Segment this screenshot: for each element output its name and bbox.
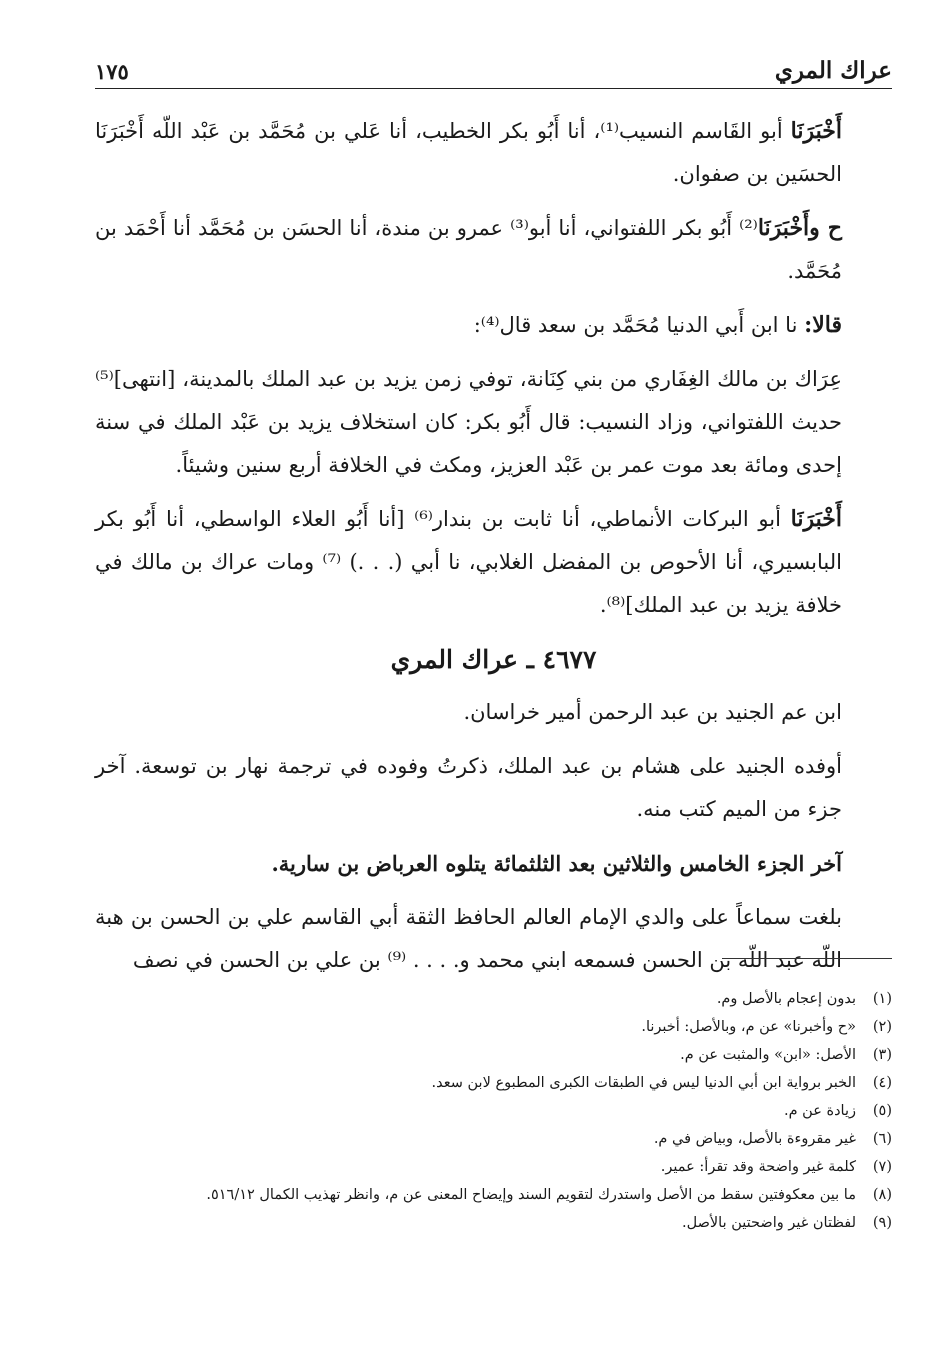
paragraph-lead: قالا:	[804, 312, 842, 338]
footnote-text: «ح وأخبرنا» عن م، وبالأصل: أخبرنا.	[641, 1019, 856, 1035]
footnote-text: زيادة عن م.	[783, 1103, 856, 1119]
footnote-number: (٥)	[872, 1103, 892, 1119]
paragraph-text: أوفده الجنيد على هشام بن عبد الملك، ذكرتُ وفوده في ترجمة نهار بن توسعة. آخر جزء من الميم كتب منه.	[95, 754, 842, 821]
footnote-number: (٩)	[872, 1215, 892, 1231]
paragraph-text: أبو البركات الأنماطي، أنا ثابت بن بندار⁽⁶⁾ [أنا أَبُو العلاء الواسطي، أنا أَبُو بكر البابسيري، أنا الأحوص بن المفضل الغلابي، نا أبي (. . .) ⁽⁷⁾ ومات عراك بن مالك في خلافة يزيد بن عبد الملك]⁽⁸⁾.	[95, 507, 842, 617]
footnote	[95, 1181, 892, 1209]
footnote-number: (٧)	[872, 1159, 892, 1175]
footnote	[95, 1209, 892, 1237]
paragraph-text: ⁽²⁾ أَبُو بكر اللفتواني، أنا أبو⁽³⁾ عمرو بن مندة، أنا الحسَن بن مُحَمَّد أنا أَحْمَد بن مُحَمَّد.	[95, 216, 842, 283]
footnote	[95, 1069, 892, 1097]
footnote	[95, 1153, 892, 1181]
footnote-number: (٢)	[872, 1019, 892, 1035]
footnote-number: (١)	[872, 991, 892, 1007]
footnote-text: الأصل: «ابن» والمثبت عن م.	[680, 1047, 856, 1063]
footnote-number: (٦)	[872, 1131, 892, 1147]
paragraph-lead: أَخْبَرَنَا	[790, 506, 842, 532]
paragraph-text: عِرَاك بن مالك الغِفَاري من بني كِنَانة، توفي زمن يزيد بن عبد الملك بالمدينة، [انتهى]⁽⁵⁾ حديث اللفتواني، وزاد النسيب: قال أَبُو بكر: كان استخلاف يزيد بن عَبْد الملك في سنة إحدى ومائة بعد موت عمر بن عَبْد العزيز، ومكث في الخلافة أربع سنين وشيئاً.	[95, 367, 842, 477]
footnote-number: (٤)	[872, 1075, 892, 1091]
footnote-text: كلمة غير واضحة وقد تقرأ: عمير.	[660, 1159, 856, 1175]
paragraph	[95, 207, 892, 293]
paragraph	[95, 110, 892, 196]
footnote	[95, 1013, 892, 1041]
footnote	[95, 1097, 892, 1125]
running-title: عراك المري	[774, 57, 892, 84]
footnote-number: (٣)	[872, 1047, 892, 1063]
footnote-text: الخبر برواية ابن أبي الدنيا ليس في الطبقات الكبرى المطبوع لابن سعد.	[431, 1075, 856, 1091]
footnote-number: (٨)	[872, 1187, 892, 1203]
paragraph-text: بلغت سماعاً على والدي الإمام العالم الحافظ الثقة أبي القاسم علي بن الحسن بن هبة اللّه عبد اللّه بن الحسن فسمعه ابني محمد و. . . . ⁽⁹⁾ بن علي بن الحسن في نصف	[95, 905, 842, 972]
paragraph	[95, 842, 892, 885]
paragraph	[95, 358, 892, 487]
paragraph	[95, 896, 892, 982]
main-text	[95, 110, 892, 993]
footnote-separator	[722, 958, 892, 959]
footnote	[95, 1125, 892, 1153]
paragraph-text: آخر الجزء الخامس والثلاثين بعد الثلثمائة يتلوه العرباض بن سارية.	[271, 851, 842, 876]
footnote-text: غير مقروءة بالأصل، وبياض في م.	[653, 1131, 856, 1147]
footnote-text: ما بين معكوفتين سقط من الأصل واستدرك لتقويم السند وإيضاح المعنى عن م، وانظر تهذيب الكمال ٥١٦/١٢.	[206, 1187, 856, 1203]
footnote	[95, 985, 892, 1013]
paragraph-text: ابن عم الجنيد بن عبد الرحمن أمير خراسان.	[463, 700, 842, 724]
paragraph-text: نا ابن أَبي الدنيا مُحَمَّد بن سعد قال⁽⁴⁾:	[473, 313, 805, 337]
paragraph	[95, 304, 892, 347]
running-header	[95, 52, 892, 89]
footnote-text: لفظتان غير واضحتين بالأصل.	[682, 1215, 856, 1231]
paragraph	[95, 498, 892, 627]
paragraph-lead: أَخْبَرَنَا	[790, 118, 842, 144]
footnote	[95, 1041, 892, 1069]
paragraph	[95, 691, 892, 734]
footnotes	[95, 985, 892, 1237]
paragraph-lead: ح وأَخْبَرَنَا	[757, 215, 842, 241]
paragraph-text: أبو القَاسم النسيب⁽¹⁾، أنا أَبُو بكر الخطيب، أنا عَلي بن مُحَمَّد بن عَبْد اللّه أَخْبَرَنَا الحسَين بن صفوان.	[95, 119, 842, 186]
footnote-text: بدون إعجام بالأصل وم.	[716, 991, 856, 1007]
section-heading: ٤٦٧٧ ـ عراك المري	[390, 645, 597, 674]
paragraph	[95, 745, 892, 831]
page-number: ١٧٥	[95, 59, 129, 84]
